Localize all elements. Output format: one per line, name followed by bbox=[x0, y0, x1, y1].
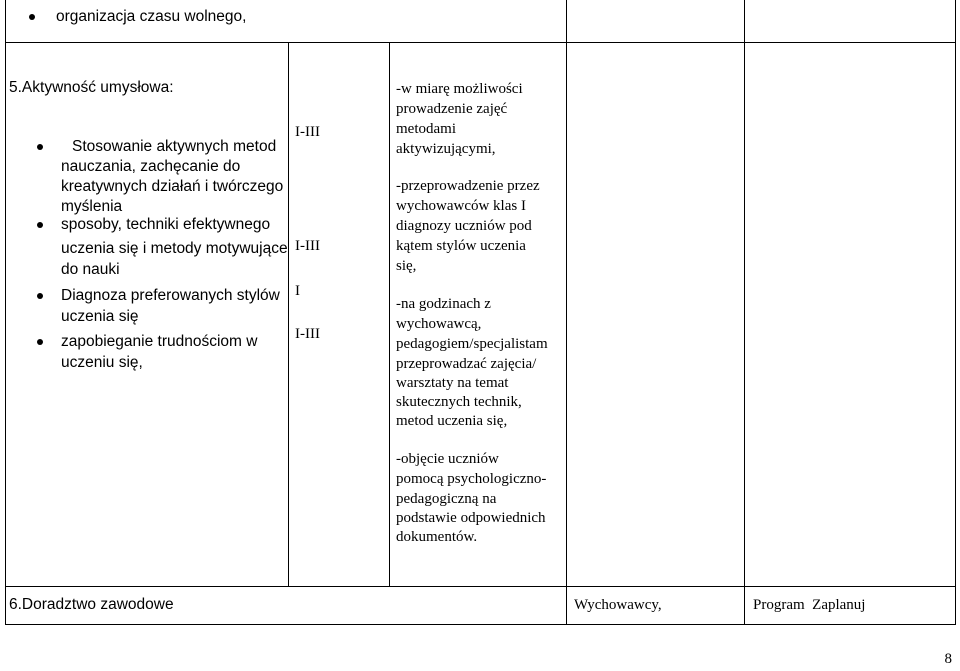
list-item: uczenia się bbox=[61, 308, 139, 325]
section-title: 5.Aktywność umysłowa: bbox=[9, 79, 174, 96]
class-level: I-III bbox=[295, 326, 320, 342]
action-text: -objęcie uczniów bbox=[396, 451, 499, 467]
action-text: warsztaty na temat bbox=[396, 375, 509, 391]
action-text: kątem stylów uczenia bbox=[396, 238, 526, 254]
action-text: -przeprowadzenie przez bbox=[396, 178, 540, 194]
section-title: 6.Doradztwo zawodowe bbox=[9, 596, 174, 613]
list-item: uczenia się i metody motywujące bbox=[61, 240, 288, 257]
class-level: I-III bbox=[295, 238, 320, 254]
action-text: diagnozy uczniów pod bbox=[396, 218, 532, 234]
reference-document: Program Zaplanuj bbox=[753, 597, 866, 613]
bullet-icon bbox=[37, 144, 43, 150]
list-item: sposoby, techniki efektywnego bbox=[61, 216, 271, 233]
action-text: prowadzenie zajęć bbox=[396, 101, 508, 117]
bullet-icon bbox=[37, 222, 43, 228]
list-item: organizacja czasu wolnego, bbox=[56, 8, 247, 25]
bullet-icon bbox=[37, 339, 43, 345]
action-text: pomocą psychologiczno- bbox=[396, 471, 547, 487]
bullet-icon bbox=[29, 14, 35, 20]
table-col-divider bbox=[566, 0, 567, 625]
table-border-bottom bbox=[5, 624, 956, 625]
responsible-persons: Wychowawcy, bbox=[574, 597, 662, 613]
action-text: przeprowadzać zajęcia/ bbox=[396, 356, 537, 372]
action-text: aktywizującymi, bbox=[396, 141, 496, 157]
table-col-divider bbox=[389, 42, 390, 586]
action-text: dokumentów. bbox=[396, 529, 478, 545]
action-text: metodami bbox=[396, 121, 456, 137]
action-text: wychowawców klas I bbox=[396, 198, 526, 214]
class-level: I-III bbox=[295, 124, 320, 140]
action-text: wychowawcą, bbox=[396, 316, 482, 332]
table-col-divider bbox=[288, 42, 289, 586]
list-item: kreatywnych działań i twórczego bbox=[61, 178, 284, 195]
table-border-right bbox=[955, 0, 956, 625]
page-number: 8 bbox=[944, 651, 952, 667]
action-text: skutecznych technik, bbox=[396, 394, 522, 410]
action-text: się, bbox=[396, 258, 417, 274]
action-text: podstawie odpowiednich bbox=[396, 510, 546, 526]
action-text: pedagogiem/specjalistam bbox=[396, 336, 548, 352]
table-border-left bbox=[5, 0, 6, 625]
action-text: metod uczenia się, bbox=[396, 413, 508, 429]
list-item: uczeniu się, bbox=[61, 354, 143, 371]
list-item: Stosowanie aktywnych metod bbox=[72, 138, 277, 155]
action-text: pedagogiczną na bbox=[396, 491, 497, 507]
list-item: do nauki bbox=[61, 261, 120, 278]
table-col-divider bbox=[744, 0, 745, 625]
class-level: I bbox=[295, 283, 300, 299]
list-item: nauczania, zachęcanie do bbox=[61, 158, 241, 175]
table-row-divider bbox=[5, 586, 956, 587]
table-row-divider bbox=[5, 42, 956, 43]
action-text: -na godzinach z bbox=[396, 296, 491, 312]
list-item: zapobieganie trudnościom w bbox=[61, 333, 258, 350]
list-item: Diagnoza preferowanych stylów bbox=[61, 287, 280, 304]
bullet-icon bbox=[37, 293, 43, 299]
action-text: -w miarę możliwości bbox=[396, 81, 523, 97]
list-item: myślenia bbox=[61, 198, 123, 215]
